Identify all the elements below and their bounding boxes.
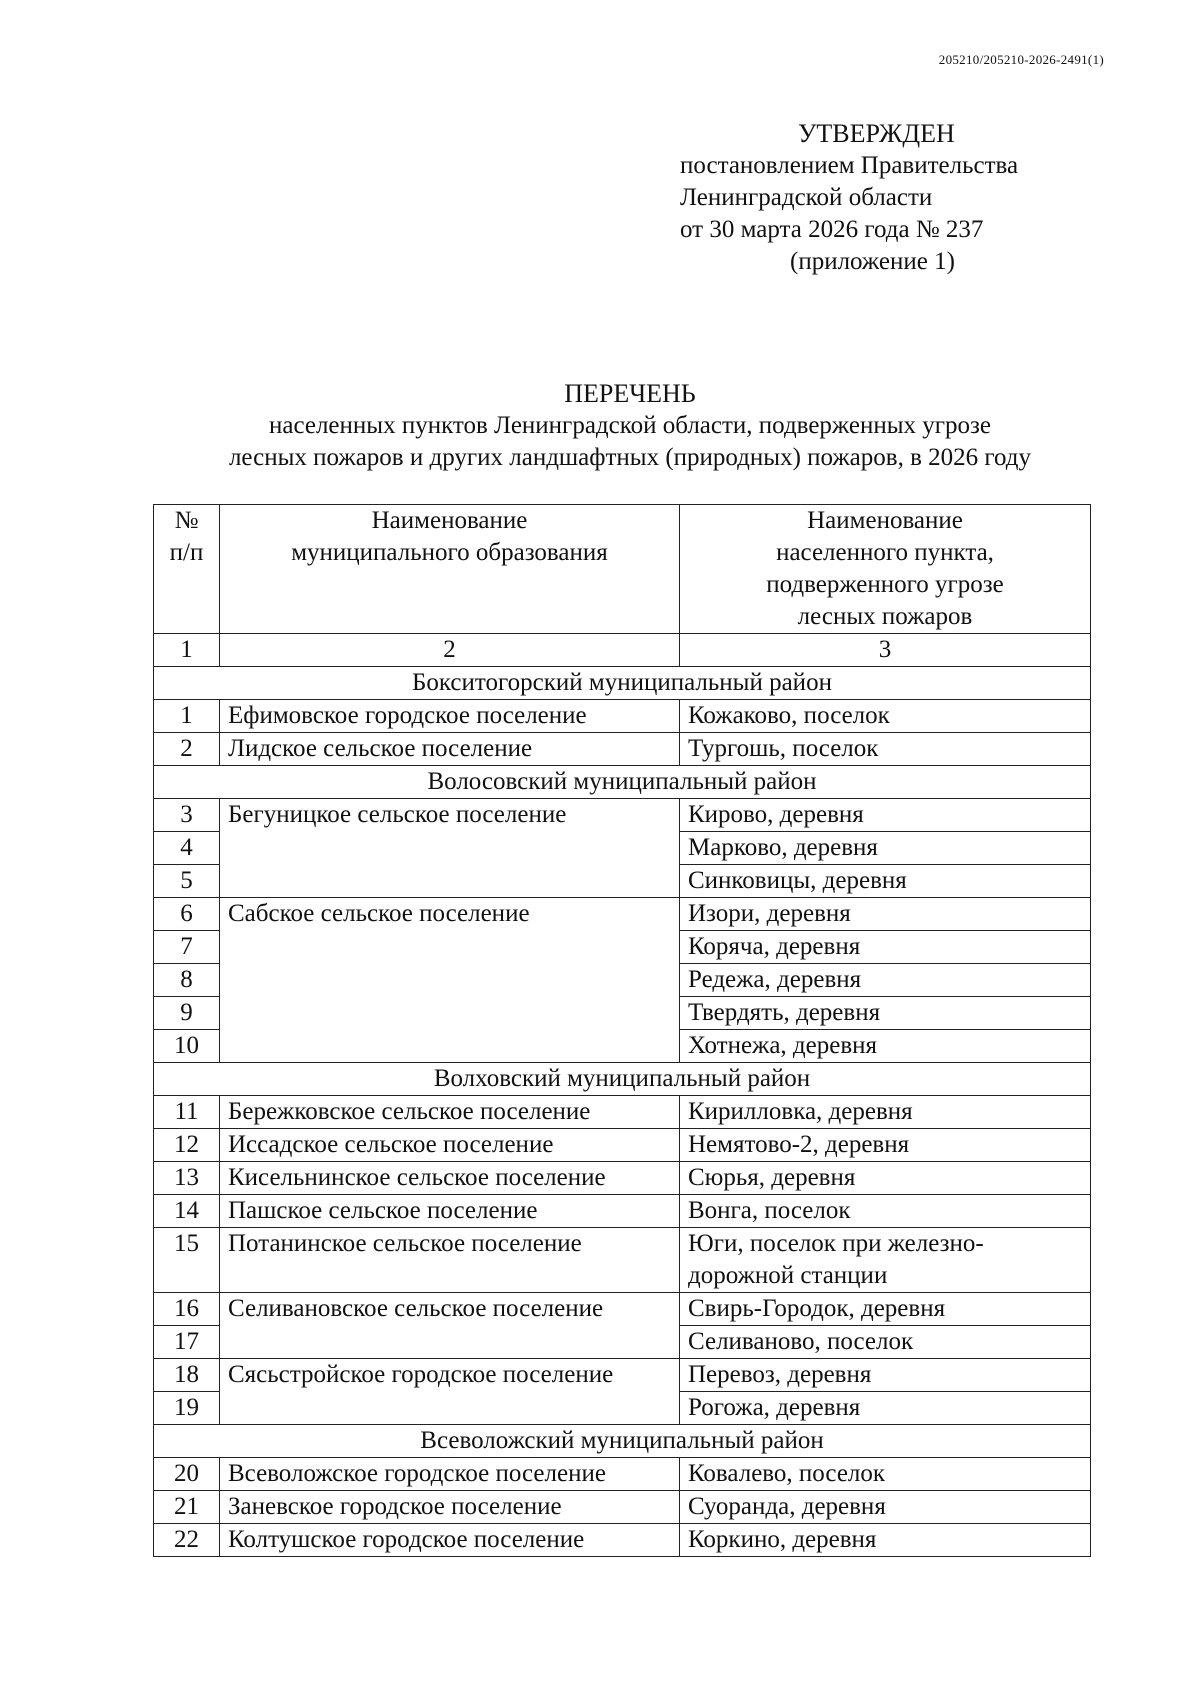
approval-stamp-block <box>680 118 1018 278</box>
municipality-cell: Сабское сельское поселение <box>220 898 680 1063</box>
section-row <box>154 667 1091 700</box>
settlement-cell: Коркино, деревня <box>680 1524 1091 1557</box>
row-number: 10 <box>154 1030 220 1063</box>
table-row <box>154 1195 1091 1228</box>
municipality-cell: Сясьстройское городское поселение <box>220 1359 680 1425</box>
settlement-cell: Тургошь, поселок <box>680 733 1091 766</box>
row-number: 8 <box>154 964 220 997</box>
section-title: Бокситогорский муниципальный район <box>154 667 1091 700</box>
settlement-cell: Рогожа, деревня <box>680 1392 1091 1425</box>
row-number: 7 <box>154 931 220 964</box>
approval-line-1: постановлением Правительства <box>680 152 1019 179</box>
section-title: Волосовский муниципальный район <box>154 766 1091 799</box>
header-municipality-line-1: Наименование <box>371 507 528 534</box>
section-title: Всеволожский муниципальный район <box>154 1425 1091 1458</box>
column-number: 2 <box>220 634 680 667</box>
header-settlement-line-4: лесных пожаров <box>797 603 973 630</box>
municipality-cell: Селивановское сельское поселение <box>220 1293 680 1359</box>
row-number: 18 <box>154 1359 220 1392</box>
settlement-cell: Изори, деревня <box>680 898 1091 931</box>
column-numbers-row <box>154 634 1091 667</box>
table-row <box>154 1228 1091 1293</box>
row-number: 17 <box>154 1326 220 1359</box>
header-settlement-line-1: Наименование <box>807 507 963 534</box>
municipality-cell: Бегуницкое сельское поселение <box>220 799 680 898</box>
table-row <box>154 1293 1091 1326</box>
table-row <box>154 1524 1091 1557</box>
table-row <box>154 700 1091 733</box>
municipality-cell: Всеволожское городское поселение <box>220 1458 680 1491</box>
document-id: 205210/205210-2026-2491(1) <box>938 52 1104 67</box>
column-number: 3 <box>680 634 1091 667</box>
table-row <box>154 1491 1091 1524</box>
row-number: 9 <box>154 997 220 1030</box>
row-number: 20 <box>154 1458 220 1491</box>
settlement-cell: Вонга, поселок <box>680 1195 1091 1228</box>
table-row <box>154 1458 1091 1491</box>
settlement-cell: Юги, поселок при железно-дорожной станции <box>680 1228 1091 1293</box>
row-number: 3 <box>154 799 220 832</box>
settlement-cell: Редежа, деревня <box>680 964 1091 997</box>
settlement-cell: Ковалево, поселок <box>680 1458 1091 1491</box>
header-settlement-line-3: подверженного угрозе <box>766 571 1004 598</box>
municipality-cell: Иссадское сельское поселение <box>220 1129 680 1162</box>
table-row <box>154 898 1091 931</box>
municipality-cell: Кисельнинское сельское поселение <box>220 1162 680 1195</box>
settlement-cell: Коряча, деревня <box>680 931 1091 964</box>
row-number: 4 <box>154 832 220 865</box>
municipality-cell: Пашское сельское поселение <box>220 1195 680 1228</box>
municipality-cell: Потанинское сельское поселение <box>220 1228 680 1293</box>
settlement-cell: Синковицы, деревня <box>680 865 1091 898</box>
document-subtitle-line-2: лесных пожаров и других ландшафтных (природных) пожаров, в 2026 году <box>228 444 1032 471</box>
settlement-cell: Кожаково, поселок <box>680 700 1091 733</box>
column-number: 1 <box>154 634 220 667</box>
header-number-line-2: п/п <box>169 539 204 566</box>
header-number <box>154 505 220 634</box>
settlement-cell: Кирилловка, деревня <box>680 1096 1091 1129</box>
table-row <box>154 1359 1091 1392</box>
row-number: 11 <box>154 1096 220 1129</box>
municipality-cell: Бережковское сельское поселение <box>220 1096 680 1129</box>
table-row <box>154 1096 1091 1129</box>
approval-title: УТВЕРЖДЕН <box>798 119 955 148</box>
row-number: 13 <box>154 1162 220 1195</box>
header-municipality-line-2: муниципального образования <box>291 539 608 566</box>
row-number: 6 <box>154 898 220 931</box>
settlements-table <box>153 504 1091 1557</box>
document-heading <box>0 378 1200 474</box>
approval-line-2: Ленинградской области <box>680 184 933 211</box>
row-number: 2 <box>154 733 220 766</box>
table-row <box>154 1129 1091 1162</box>
settlement-cell: Суоранда, деревня <box>680 1491 1091 1524</box>
settlement-cell: Марково, деревня <box>680 832 1091 865</box>
settlement-cell: Свирь-Городок, деревня <box>680 1293 1091 1326</box>
settlement-cell: Хотнежа, деревня <box>680 1030 1091 1063</box>
approval-annex: (приложение 1) <box>790 248 955 275</box>
row-number: 19 <box>154 1392 220 1425</box>
section-row <box>154 766 1091 799</box>
row-number: 5 <box>154 865 220 898</box>
row-number: 15 <box>154 1228 220 1293</box>
settlement-cell: Твердять, деревня <box>680 997 1091 1030</box>
row-number: 22 <box>154 1524 220 1557</box>
header-settlement <box>680 505 1091 634</box>
settlement-cell: Немятово-2, деревня <box>680 1129 1091 1162</box>
settlement-cell: Селиваново, поселок <box>680 1326 1091 1359</box>
row-number: 1 <box>154 700 220 733</box>
table-header-row <box>154 505 1091 634</box>
header-municipality <box>220 505 680 634</box>
municipality-cell: Колтушское городское поселение <box>220 1524 680 1557</box>
row-number: 14 <box>154 1195 220 1228</box>
section-row <box>154 1063 1091 1096</box>
header-number-line-1: № <box>174 507 199 534</box>
settlement-cell: Перевоз, деревня <box>680 1359 1091 1392</box>
approval-line-3: от 30 марта 2026 года № 237 <box>680 216 984 243</box>
settlement-cell: Кирово, деревня <box>680 799 1091 832</box>
row-number: 21 <box>154 1491 220 1524</box>
header-settlement-line-2: населенного пункта, <box>776 539 994 566</box>
section-title: Волховский муниципальный район <box>154 1063 1091 1096</box>
municipality-cell: Лидское сельское поселение <box>220 733 680 766</box>
table-row <box>154 733 1091 766</box>
municipality-cell: Ефимовское городское поселение <box>220 700 680 733</box>
row-number: 12 <box>154 1129 220 1162</box>
document-title: ПЕРЕЧЕНЬ <box>564 379 696 408</box>
document-subtitle-line-1: населенных пунктов Ленинградской области, подверженных угрозе <box>268 412 992 439</box>
settlement-cell: Сюрья, деревня <box>680 1162 1091 1195</box>
table-row <box>154 1162 1091 1195</box>
table-row <box>154 799 1091 832</box>
municipality-cell: Заневское городское поселение <box>220 1491 680 1524</box>
row-number: 16 <box>154 1293 220 1326</box>
section-row <box>154 1425 1091 1458</box>
